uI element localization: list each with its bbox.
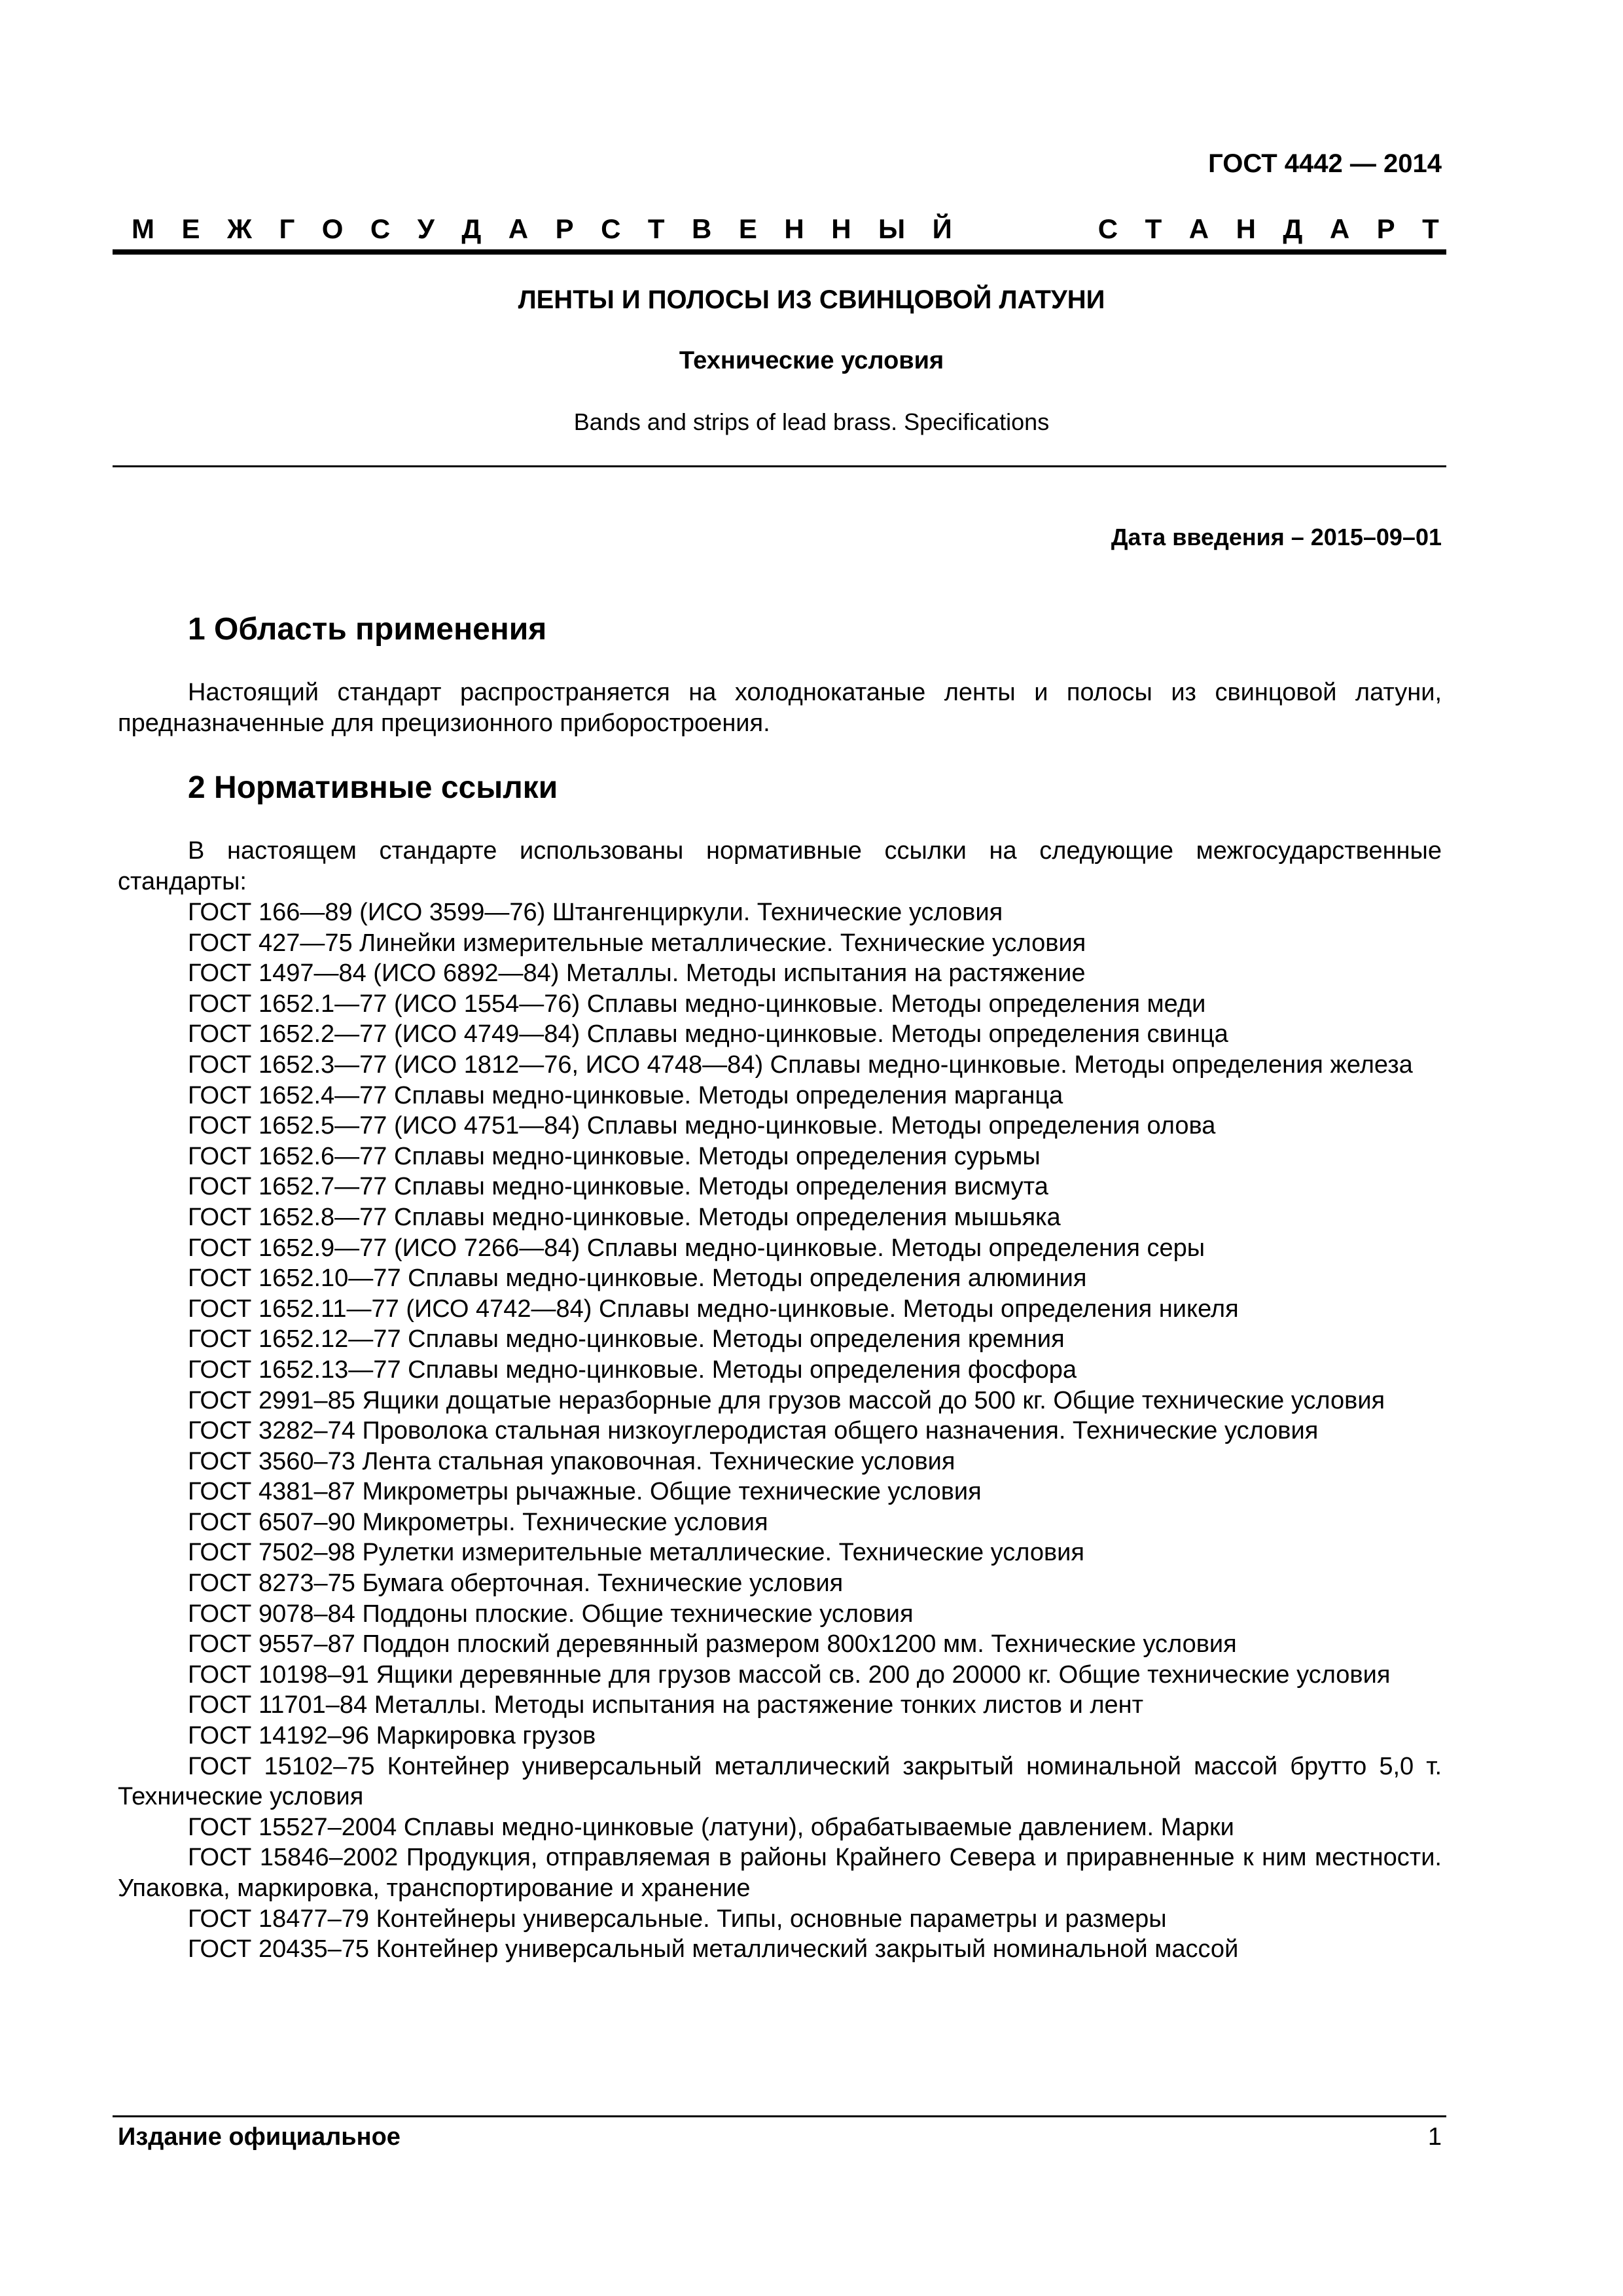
reference-item: ГОСТ 1652.6—77 Сплавы медно-цинковые. Методы определения сурьмы	[188, 1142, 1041, 1170]
standard-type-letter: А	[508, 213, 529, 244]
reference-item: ГОСТ 1497—84 (ИСО 6892—84) Металлы. Методы испытания на растяжение	[188, 960, 1086, 988]
reference-item: ГОСТ 15846–2002 Продукция, отправляемая в районы Крайнего Севера и приравненные к ним местности. Упаковка, маркировка, транспортирование и хранение	[118, 1844, 1442, 1902]
standard-type-letter: О	[321, 213, 344, 244]
standard-type-letter: Т	[647, 213, 665, 244]
reference-item: ГОСТ 7502–98 Рулетки измерительные металлические. Технические условия	[188, 1539, 1084, 1567]
standard-type-letter: У	[417, 213, 435, 244]
reference-item: ГОСТ 15527–2004 Сплавы медно-цинковые (латуни), обрабатываемые давлением. Марки	[188, 1813, 1234, 1841]
edition-label: Издание официальное	[118, 2123, 401, 2151]
reference-item: ГОСТ 10198–91 Ящики деревянные для грузов массой св. 200 до 20000 кг. Общие технические условия	[188, 1660, 1391, 1689]
reference-item: ГОСТ 8273–75 Бумага оберточная. Технические условия	[188, 1570, 844, 1598]
header-rule	[113, 249, 1446, 255]
reference-item: ГОСТ 1652.9—77 (ИСО 7266—84) Сплавы медно-цинковые. Методы определения серы	[188, 1234, 1205, 1262]
standard-type-letter: А	[1329, 213, 1350, 244]
standard-type-letter: Ж	[226, 213, 252, 244]
section-heading-scope: 1 Область применения	[188, 612, 547, 647]
standard-type-letter: Ы	[878, 213, 906, 244]
document-subtitle: Технические условия	[679, 347, 944, 374]
reference-item: ГОСТ 1652.5—77 (ИСО 4751—84) Сплавы медно-цинковые. Методы определения олова	[188, 1112, 1216, 1140]
standard-type-letter: Д	[461, 213, 482, 244]
reference-item: ГОСТ 11701–84 Металлы. Методы испытания на растяжение тонких листов и лент	[188, 1691, 1144, 1719]
standard-type-letter: Й	[932, 213, 952, 244]
standard-type-letter: Д	[1283, 213, 1303, 244]
reference-item: ГОСТ 1652.7—77 Сплавы медно-цинковые. Методы определения висмута	[188, 1173, 1048, 1201]
standard-type-letter: В	[692, 213, 712, 244]
reference-item: ГОСТ 9078–84 Поддоны плоские. Общие технические условия	[188, 1600, 914, 1628]
references-intro-paragraph: В настоящем стандарте использованы нормативные ссылки на следующие межгосударственные стандарты:	[118, 837, 1442, 895]
scope-paragraph: Настоящий стандарт распространяется на холоднокатаные ленты и полосы из свинцовой латуни, предназначенные для прецизионного приборостроения.	[118, 679, 1442, 737]
reference-item: ГОСТ 15102–75 Контейнер универсальный металлический закрытый номинальной массой брутто 5,0 т. Технические условия	[118, 1752, 1442, 1811]
standard-type-letter: Р	[555, 213, 574, 244]
reference-item: ГОСТ 1652.11—77 (ИСО 4742—84) Сплавы медно-цинковые. Методы определения никеля	[188, 1295, 1239, 1323]
standard-type-letter: С	[370, 213, 391, 244]
introduction-date: Дата введения – 2015–09–01	[1111, 524, 1442, 550]
reference-item: ГОСТ 18477–79 Контейнеры универсальные. Типы, основные параметры и размеры	[188, 1905, 1167, 1933]
reference-item: ГОСТ 1652.13—77 Сплавы медно-цинковые. Методы определения фосфора	[188, 1355, 1077, 1384]
reference-item: ГОСТ 1652.1—77 (ИСО 1554—76) Сплавы медно-цинковые. Методы определения меди	[188, 990, 1206, 1018]
reference-item: ГОСТ 4381–87 Микрометры рычажные. Общие технические условия	[188, 1478, 982, 1506]
standard-type-letter: С	[601, 213, 621, 244]
standard-type-letter: Р	[1376, 213, 1395, 244]
reference-item: ГОСТ 3282–74 Проволока стальная низкоуглеродистая общего назначения. Технические условия	[188, 1417, 1319, 1445]
standard-type-banner	[132, 213, 1439, 245]
title-rule	[113, 465, 1446, 467]
reference-item: ГОСТ 1652.10—77 Сплавы медно-цинковые. Методы определения алюминия	[188, 1265, 1087, 1293]
page-number: 1	[1427, 2123, 1442, 2151]
standard-type-letter: Е	[181, 213, 200, 244]
reference-list	[118, 897, 1442, 1965]
reference-item: ГОСТ 427—75 Линейки измерительные металлические. Технические условия	[188, 929, 1086, 957]
section-heading-references: 2 Нормативные ссылки	[188, 770, 558, 805]
reference-item: ГОСТ 6507–90 Микрометры. Технические условия	[188, 1508, 768, 1536]
reference-item: ГОСТ 2991–85 Ящики дощатые неразборные для грузов массой до 500 кг. Общие технические условия	[188, 1386, 1385, 1414]
document-title: ЛЕНТЫ И ПОЛОСЫ ИЗ СВИНЦОВОЙ ЛАТУНИ	[518, 285, 1105, 314]
footer-rule	[113, 2115, 1446, 2117]
reference-item: ГОСТ 20435–75 Контейнер универсальный металлический закрытый номинальной массой	[188, 1935, 1239, 1964]
reference-item: ГОСТ 1652.12—77 Сплавы медно-цинковые. Методы определения кремния	[188, 1325, 1065, 1354]
standard-type-letter: Е	[738, 213, 757, 244]
standard-type-letter: Н	[1236, 213, 1256, 244]
word-gap	[979, 213, 1071, 245]
reference-item: ГОСТ 9557–87 Поддон плоский деревянный размером 800х1200 мм. Технические условия	[188, 1630, 1237, 1659]
reference-item: ГОСТ 1652.2—77 (ИСО 4749—84) Сплавы медно-цинковые. Методы определения свинца	[188, 1020, 1228, 1049]
standard-type-letter: Г	[279, 213, 295, 244]
reference-item: ГОСТ 1652.8—77 Сплавы медно-цинковые. Методы определения мышьяка	[188, 1203, 1061, 1231]
reference-item: ГОСТ 1652.4—77 Сплавы медно-цинковые. Методы определения марганца	[188, 1081, 1063, 1109]
reference-item: ГОСТ 14192–96 Маркировка грузов	[188, 1722, 596, 1750]
standard-type-letter: Т	[1145, 213, 1162, 244]
standard-type-letter: Н	[784, 213, 804, 244]
reference-item: ГОСТ 166—89 (ИСО 3599—76) Штангенциркули. Технические условия	[188, 899, 1003, 926]
standard-type-letter: М	[132, 213, 154, 244]
gost-code: ГОСТ 4442 — 2014	[1208, 149, 1442, 178]
standard-type-letter: Т	[1422, 213, 1439, 244]
reference-item: ГОСТ 3560–73 Лента стальная упаковочная. Технические условия	[188, 1447, 955, 1475]
standard-type-letter: Н	[831, 213, 851, 244]
standard-type-letter: А	[1188, 213, 1209, 244]
document-title-english: Bands and strips of lead brass. Specifications	[573, 408, 1050, 435]
standard-type-letter: С	[1097, 213, 1118, 244]
reference-item: ГОСТ 1652.3—77 (ИСО 1812—76, ИСО 4748—84) Сплавы медно-цинковые. Методы определения железа	[188, 1050, 1413, 1079]
